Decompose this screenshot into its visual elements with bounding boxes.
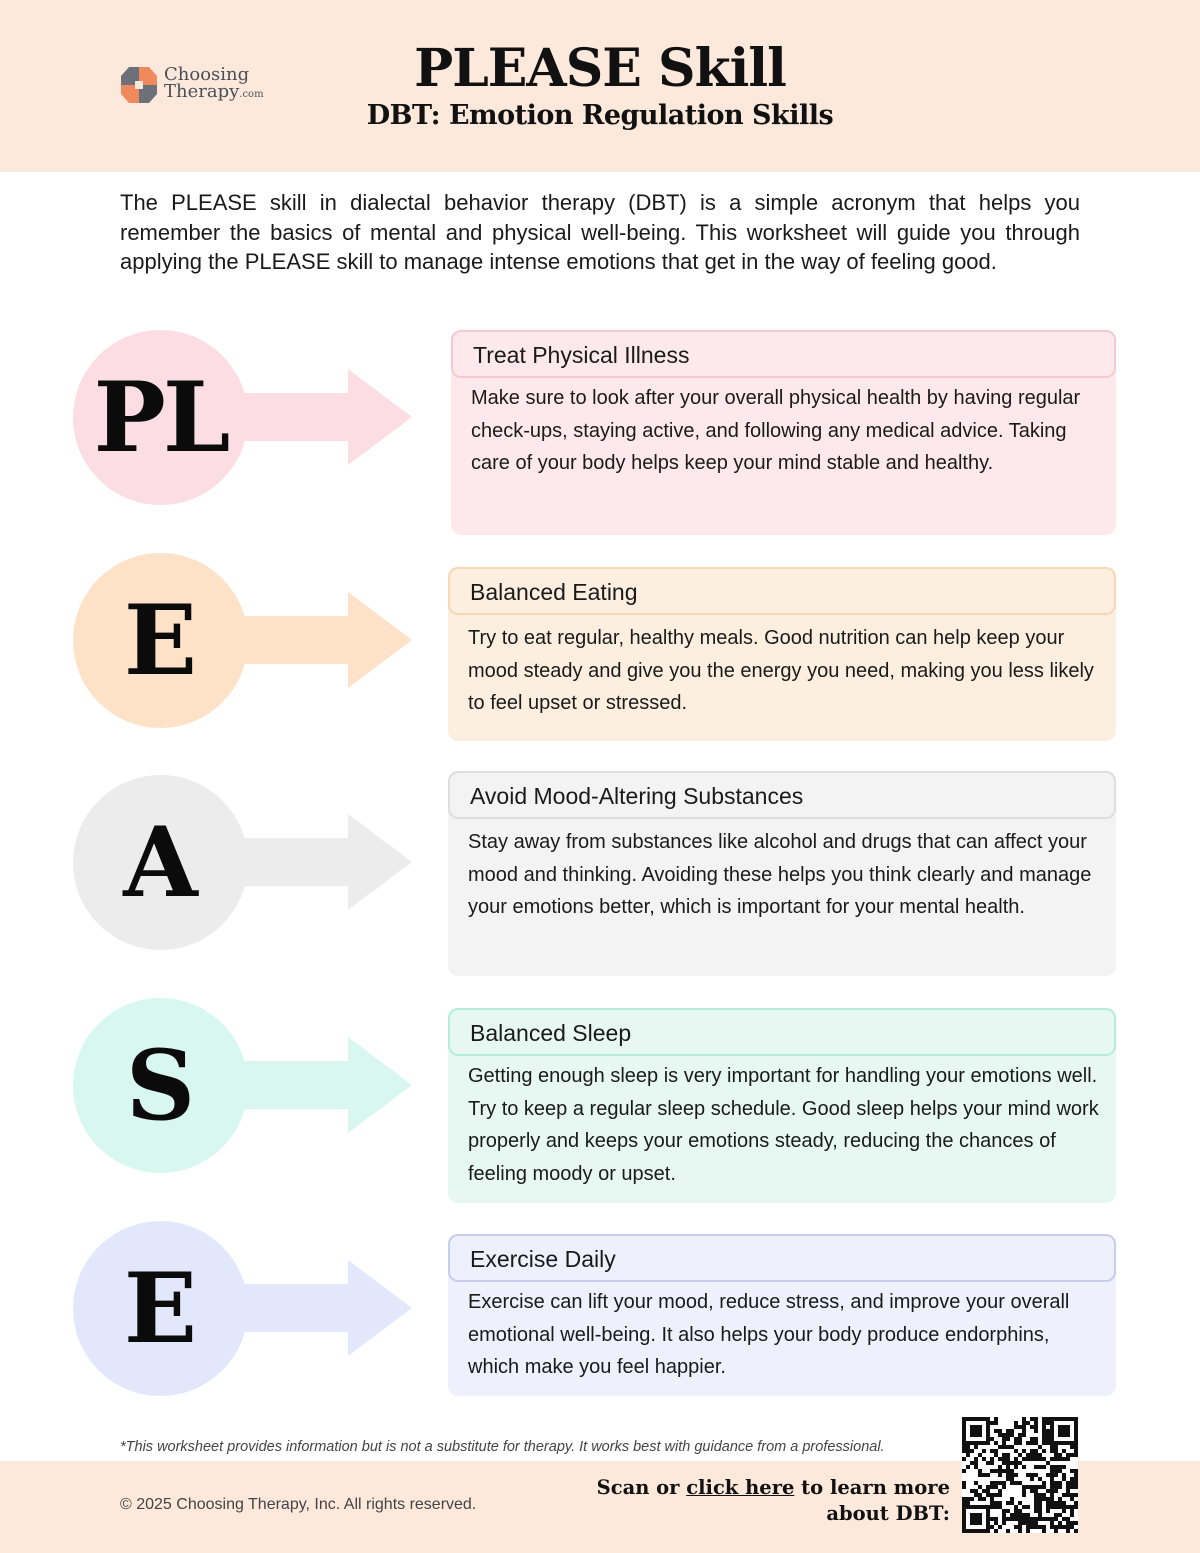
skill-card	[448, 1008, 1116, 1203]
skill-card-header	[448, 771, 1116, 819]
intro-paragraph: The PLEASE skill in dialectal behavior therapy (DBT) is a simple acronym that helps you remember the basics of mental and physical well-being. This worksheet will guide you through applying the PLEASE skill to manage intense emotions that get in the way of feeling good.	[120, 190, 1080, 274]
copyright: © 2025 Choosing Therapy, Inc. All rights reserved.	[120, 1496, 477, 1513]
skill-letter: S	[125, 1029, 196, 1142]
skill-card-header	[448, 1234, 1116, 1282]
skill-card-body: Getting enough sleep is very important for handling your emotions well. Try to keep a regular sleep schedule. Good sleep helps your mind work properly and keeps your emotions steady, reducing the chances of feeling moody or upset.	[468, 1065, 1099, 1185]
skill-card	[448, 771, 1116, 976]
skill-letter: PL	[93, 361, 228, 474]
skill-card	[448, 567, 1116, 741]
skill-letter: E	[123, 584, 198, 697]
logo-therapy: Therapy	[164, 81, 240, 102]
logo-line-1: Choosing	[164, 64, 250, 85]
skill-card-title: Balanced Sleep	[470, 1020, 632, 1046]
page-title: PLEASE Skill	[414, 38, 786, 99]
skill-letter: E	[123, 1252, 198, 1365]
skill-card-title: Exercise Daily	[470, 1246, 616, 1272]
click-here-link[interactable]: click here	[686, 1476, 795, 1499]
skill-card	[448, 1234, 1116, 1396]
skill-card-title: Avoid Mood-Altering Substances	[470, 783, 804, 809]
skill-card-title: Balanced Eating	[470, 579, 638, 605]
learn-more-cta	[560, 1475, 950, 1527]
skill-card-title: Treat Physical Illness	[473, 342, 690, 368]
skill-card-body: Try to eat regular, healthy meals. Good nutrition can help keep your mood steady and give you the energy you need, making you less likely to feel upset or stressed.	[468, 627, 1094, 714]
page-subtitle: DBT: Emotion Regulation Skills	[366, 100, 834, 131]
skill-card-body: Exercise can lift your mood, reduce stress, and improve your overall emotional well-being. It also helps your body produce endorphins, which make you feel happier.	[468, 1291, 1070, 1378]
skill-card	[451, 330, 1116, 535]
skill-letter: A	[123, 806, 198, 919]
cta-prefix: Scan or	[596, 1476, 687, 1499]
skill-card-header	[448, 567, 1116, 615]
cta-suffix: to learn more	[794, 1476, 950, 1499]
skill-card-header	[451, 330, 1116, 378]
logo-dotcom: .com	[239, 89, 264, 100]
qr-code-icon[interactable]	[962, 1417, 1078, 1533]
skill-card-header	[448, 1008, 1116, 1056]
disclaimer: *This worksheet provides information but is not a substitute for therapy. It works best with guidance from a professional.	[120, 1439, 885, 1455]
skill-card-body: Make sure to look after your overall physical health by having regular check-ups, staying active, and following any medical advice. Taking care of your body helps keep your mind stable and healthy.	[471, 387, 1081, 474]
skill-card-body: Stay away from substances like alcohol and drugs that can affect your mood and thinking. Avoiding these helps you think clearly and manage your emotions better, which is important for your mental health.	[468, 831, 1092, 918]
header-band	[0, 0, 1200, 172]
cta-line-2: about DBT:	[826, 1502, 950, 1525]
